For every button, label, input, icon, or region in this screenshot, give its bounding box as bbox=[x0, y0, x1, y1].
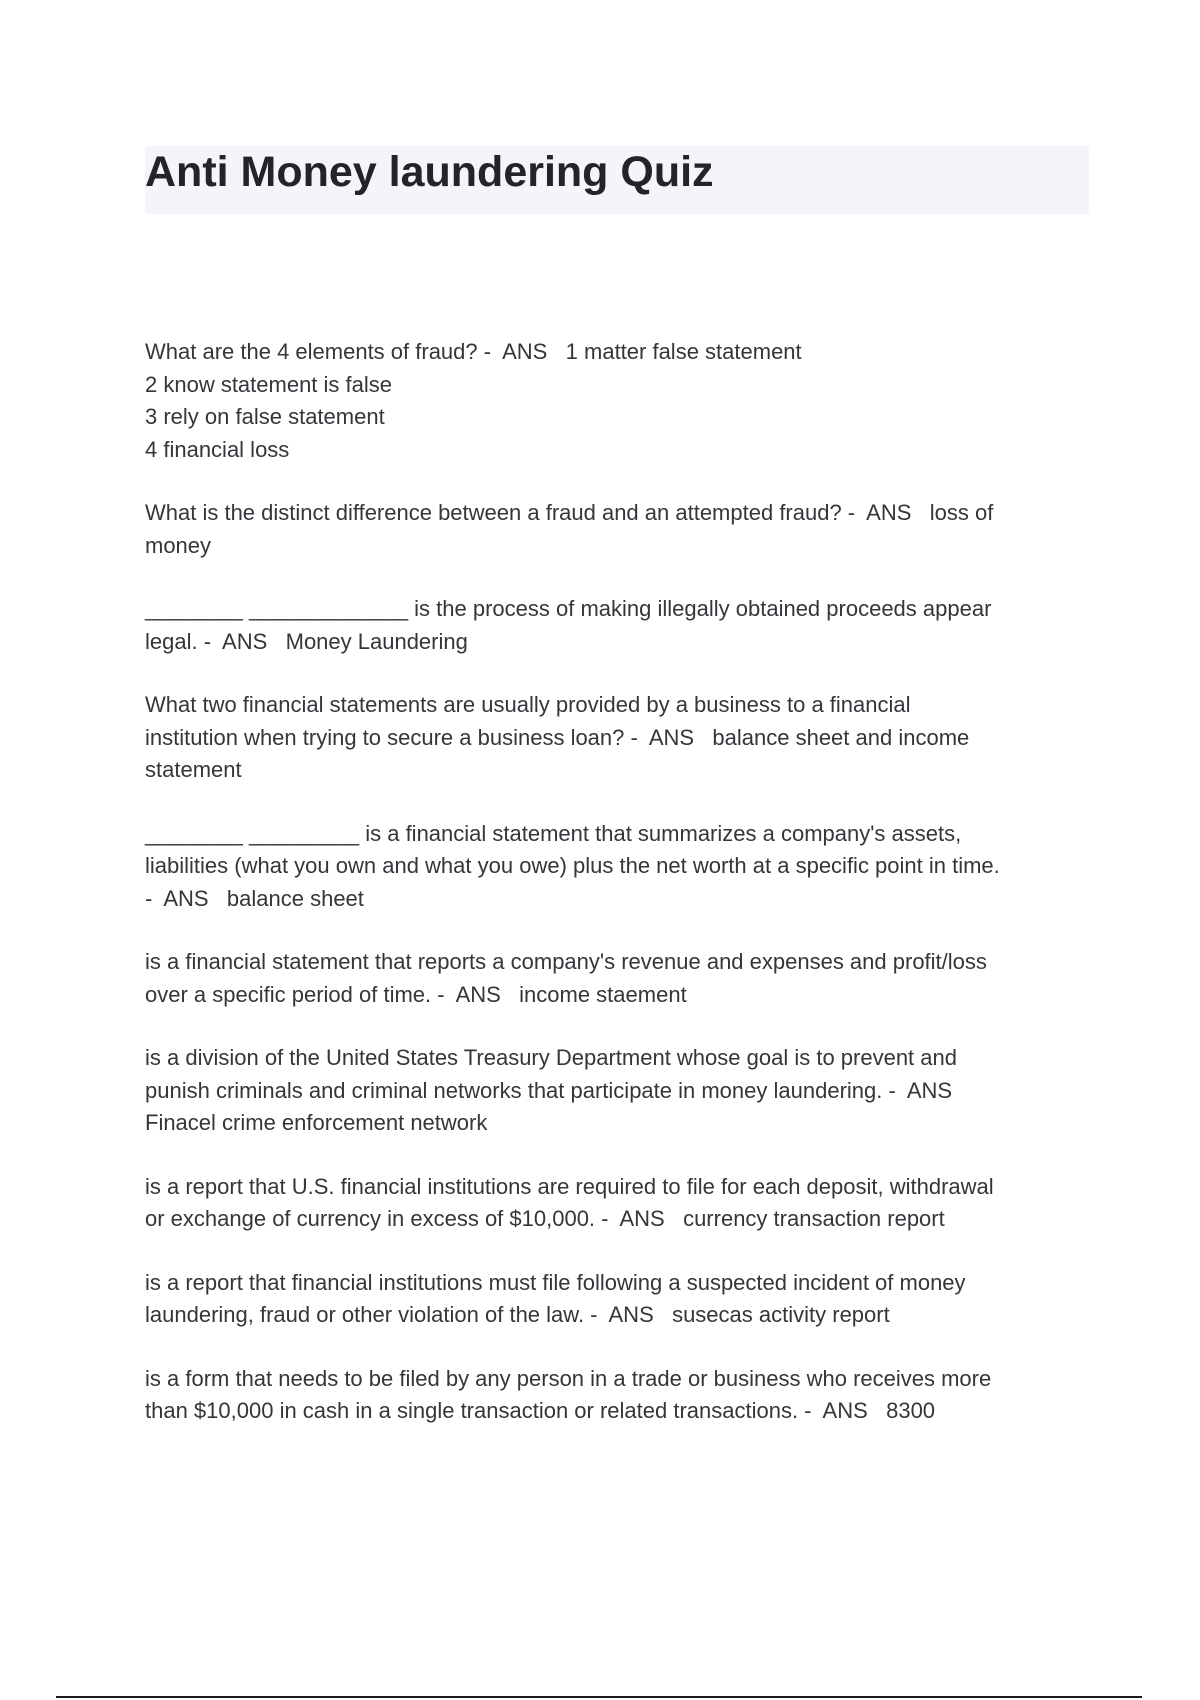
quiz-item-8: is a report that U.S. financial institutions are required to file for each deposit, withdrawal or exchange of currency in excess of $10,000. - ANS currency transaction report bbox=[145, 1173, 994, 1231]
quiz-item-7: is a division of the United States Treasury Department whose goal is to prevent and punish criminals and criminal networks that participate in money laundering. - ANS Finacel crime enforcement network bbox=[145, 1045, 957, 1135]
quiz-item-6: is a financial statement that reports a company's revenue and expenses and profit/loss over a specific period of time. - ANS income staement bbox=[145, 949, 987, 1007]
page-title: Anti Money laundering Quiz bbox=[145, 148, 714, 196]
quiz-item-4: What two financial statements are usually provided by a business to a financial institution when trying to secure a business loan? - ANS balance sheet and income statement bbox=[145, 692, 970, 782]
quiz-item-10: is a form that needs to be filed by any person in a trade or business who receives more than $10,000 in cash in a single transaction or related transactions. - ANS 8300 bbox=[145, 1365, 992, 1423]
quiz-item-9: is a report that financial institutions must file following a suspected incident of money laundering, fraud or other violation of the law. - ANS susecas activity report bbox=[145, 1269, 966, 1327]
quiz-item-5: ________ _________ is a financial statement that summarizes a company's assets, liabilities (what you own and what you owe) plus the net worth at a specific point in time. - ANS balance sheet bbox=[145, 820, 1000, 911]
quiz-content bbox=[145, 336, 1090, 1459]
page-divider bbox=[56, 1696, 1142, 1698]
quiz-item-3: ________ _____________ is the process of making illegally obtained proceeds appear legal. - ANS Money Laundering bbox=[145, 596, 992, 654]
quiz-item-2: What is the distinct difference between a fraud and an attempted fraud? - ANS loss of money bbox=[145, 500, 994, 558]
quiz-item-1: What are the 4 elements of fraud? - ANS 1 matter false statement 2 know statement is false 3 rely on false statement 4 financial loss bbox=[145, 339, 802, 462]
